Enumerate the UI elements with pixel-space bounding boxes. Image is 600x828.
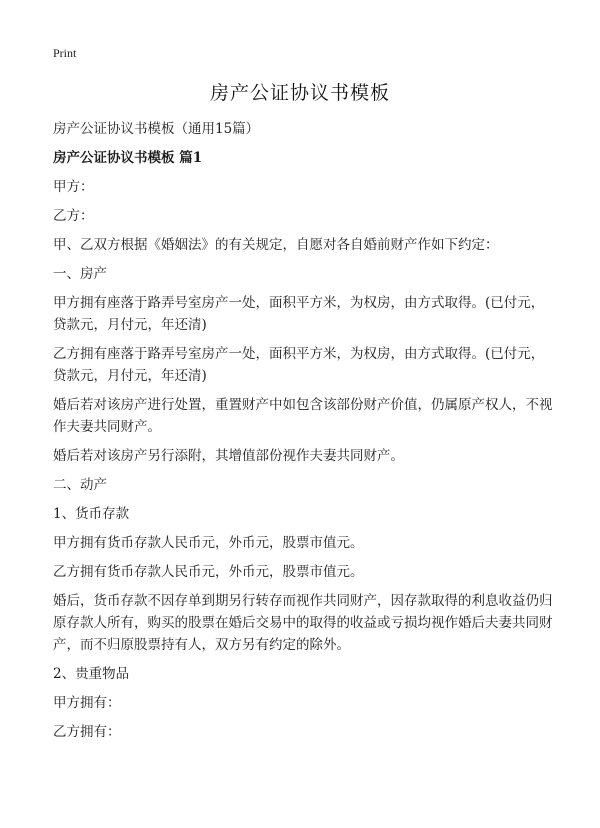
heading-valuables: 2、贵重物品 (53, 666, 130, 682)
party-b-deposits-paragraph: 乙方拥有货币存款人民币元，外币元，股票市值元。 (53, 564, 364, 580)
deposits-after-marriage-paragraph: 婚后，货币存款不因存单到期另行转存而视作共同财产，因存款取得的利息收益仍归原存款人所有，购买的股票在婚后交易中的取得的收益或亏损均视作婚后夫妻共同财产，而不归原股票持有人，双方另有约定的除外。 (53, 593, 553, 653)
party-a-valuables-line: 甲方拥有： (53, 695, 121, 711)
document-body (53, 118, 553, 750)
party-b-valuables-line: 乙方拥有： (53, 724, 121, 740)
property-disposal-paragraph: 婚后若对该房产进行处置，重置财产中如包含该部份财产价值，仍属原产权人，不视作夫妻共同财产。 (53, 397, 553, 435)
document-title: 房产公证协议书模板 (209, 82, 390, 104)
party-b-line: 乙方： (53, 208, 94, 224)
intro-paragraph: 甲、乙双方根据《婚姻法》的有关规定，自愿对各自婚前财产作如下约定： (53, 237, 499, 253)
property-addition-paragraph: 婚后若对该房产另行添附，其增值部份视作夫妻共同财产。 (53, 448, 404, 464)
subtitle-paragraph: 房产公证协议书模板（通用15篇） (53, 121, 260, 137)
heading-movable-property: 二、动产 (53, 477, 107, 493)
party-a-deposits-paragraph: 甲方拥有货币存款人民币元，外币元，股票市值元。 (53, 535, 364, 551)
section-heading: 房产公证协议书模板 篇1 (53, 150, 203, 166)
party-b-property-paragraph: 乙方拥有座落于路弄号室房产一处，面积平方米，为权房，由方式取得。(已付元，贷款元，月付元，年还清) (53, 346, 545, 384)
print-label: Print (53, 46, 77, 60)
heading-deposits: 1、货币存款 (53, 506, 130, 522)
party-a-line: 甲方： (53, 179, 94, 195)
heading-real-estate: 一、房产 (53, 266, 107, 282)
party-a-property-paragraph: 甲方拥有座落于路弄号室房产一处，面积平方米，为权房，由方式取得。(已付元，贷款元，月付元，年还清) (53, 295, 545, 333)
